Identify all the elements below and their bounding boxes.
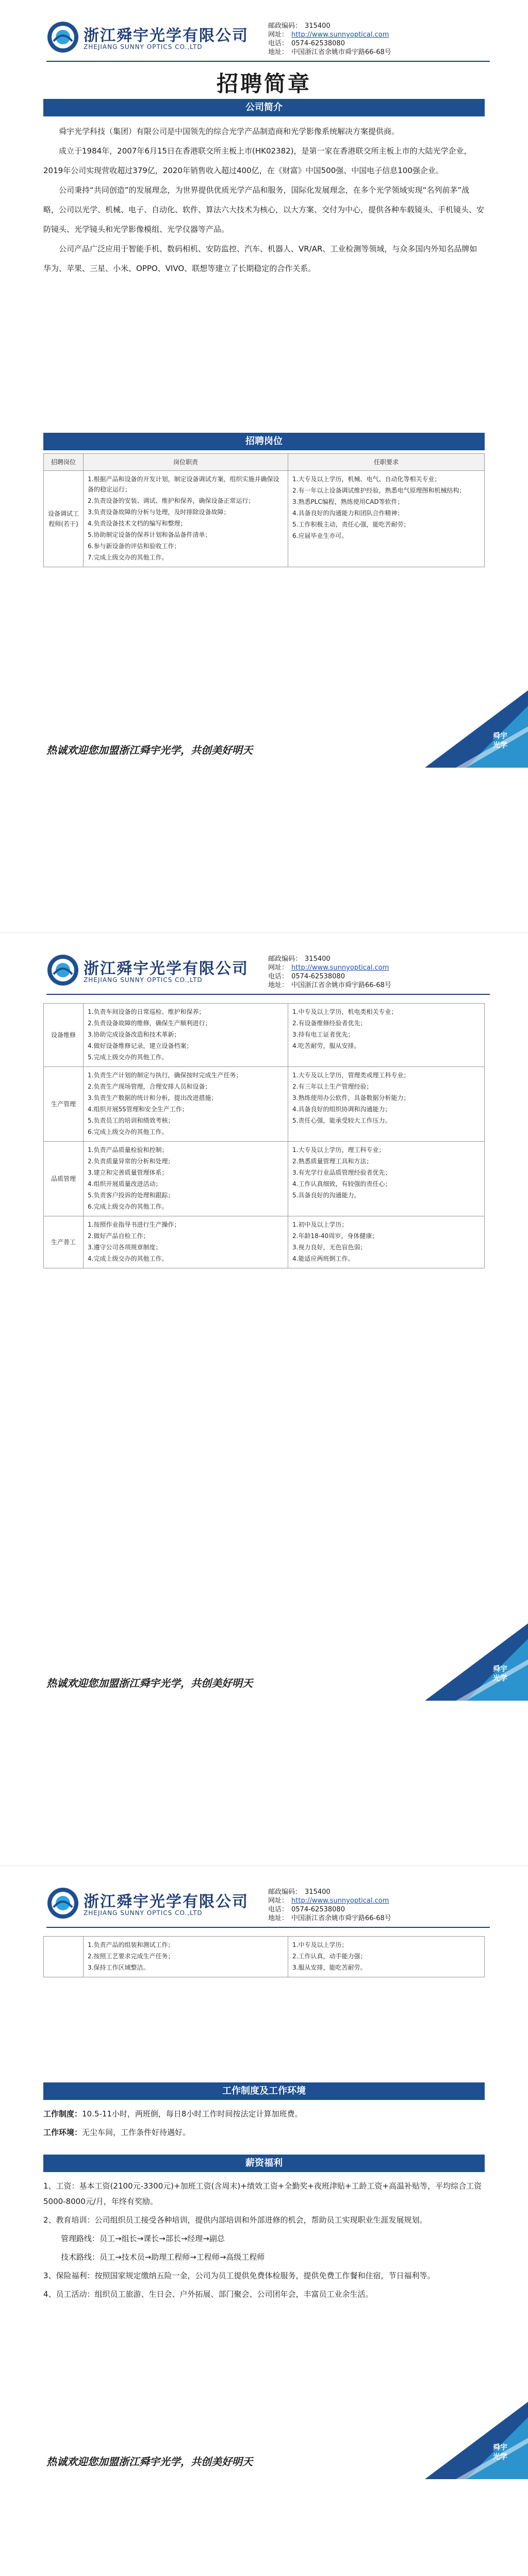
duty-item: 2.按照工艺要求完成生产任务； bbox=[88, 1953, 174, 1960]
requirement-item: 3.熟悉PLC编程，熟练使用CAD等软件； bbox=[292, 498, 404, 505]
company-logo bbox=[46, 954, 79, 987]
requirement-item: 1.大专及以上学历，管理类或理工科专业； bbox=[292, 1072, 410, 1079]
duty-item: 3.负责生产数据的统计和分析，提出改进措施； bbox=[88, 1094, 218, 1101]
tel-label: 电话： bbox=[268, 40, 289, 47]
letterhead bbox=[46, 1887, 490, 1924]
table-row bbox=[44, 1216, 485, 1268]
duty-item: 1.负责产品质量检验和控制； bbox=[88, 1146, 168, 1154]
table-row bbox=[44, 471, 485, 567]
decoration-label: 舜宇 光学 bbox=[493, 2444, 507, 2461]
work-env-text: 无尘车间，工作条件好待遇好。 bbox=[82, 2128, 191, 2137]
duty-item: 1.按照作业指导书进行生产操作； bbox=[88, 1221, 180, 1228]
intro-paragraph: 公司产品广泛应用于智能手机、数码相机、安防监控、汽车、机器人、VR/AR、工业检测等领域，与众多国内外知名品牌如华为、苹果、三星、小米、OPPO、VIVO、联想等建立了长期稳定的合作关系。 bbox=[43, 244, 477, 273]
duty-item: 4.负责设备技术文档的编写和整理； bbox=[88, 520, 187, 527]
duty-item: 3.建立和完善质量管理体系； bbox=[88, 1169, 168, 1176]
mail-value: 315400 bbox=[305, 22, 331, 30]
duty-item: 3.协助完成设备改造和技术革新； bbox=[88, 1031, 180, 1038]
mail-value: 315400 bbox=[305, 955, 331, 963]
section-band-intro: 公司简介 bbox=[43, 99, 485, 116]
tel-value: 0574-62538080 bbox=[291, 40, 345, 47]
career-path: 管理路线：员工→组长→课长→部长→经理→副总 bbox=[61, 2234, 225, 2243]
requirement-item: 3.持有电工证者优先； bbox=[292, 1031, 354, 1038]
addr-value: 中国浙江省余姚市舜宇路66-68号 bbox=[291, 981, 391, 989]
requirement-item: 3.服从安排，能吃苦耐劳。 bbox=[292, 1964, 367, 1971]
table-header: 招聘岗位 bbox=[44, 454, 84, 471]
benefit-item: 3、保险福利：按照国家规定缴纳五险一金，公司为员工提供免费体检服务，提供免费工作餐和住宿，节日福利等。 bbox=[43, 2271, 435, 2280]
duty-item: 3.负责设备故障的分析与处理，及时排除设备故障； bbox=[88, 509, 230, 516]
duty-item: 4.组织开展质量改进活动； bbox=[88, 1180, 162, 1188]
requirement-item: 4.工作认真细致，有较强的责任心； bbox=[292, 1180, 391, 1188]
decoration-label: 舜宇 光学 bbox=[493, 1665, 507, 1683]
requirement-item: 2.熟悉质量管理工具和方法； bbox=[292, 1158, 373, 1165]
page-3 bbox=[0, 1866, 528, 2576]
work-system bbox=[43, 2106, 485, 2143]
requirement-item: 1.大专及以上学历，理工科专业； bbox=[292, 1146, 385, 1154]
addr-value: 中国浙江省余姚市舜宇路66-68号 bbox=[291, 48, 391, 56]
requirement-item: 6.应届毕业生亦可。 bbox=[292, 532, 348, 539]
requirement-item: 2.年龄18-40周岁，身体健康； bbox=[292, 1232, 378, 1240]
intro-paragraph: 舜宇光学科技（集团）有限公司是中国领先的综合光学产品制造商和光学影像系统解决方案提供商。 bbox=[59, 127, 400, 136]
addr-label: 地址： bbox=[268, 981, 289, 989]
website-link[interactable]: http://www.sunnyoptical.com bbox=[291, 31, 389, 39]
job-duties bbox=[84, 1004, 288, 1067]
section-band-benefits: 薪资福利 bbox=[43, 2155, 485, 2172]
job-duties bbox=[84, 1937, 288, 1977]
duty-item: 2.负责设备故障的维修，确保生产顺利进行； bbox=[88, 1020, 211, 1027]
addr-label: 地址： bbox=[268, 48, 289, 56]
decoration-label: 舜宇 光学 bbox=[493, 732, 507, 750]
duty-item: 3.遵守公司各项规章制度； bbox=[88, 1244, 162, 1251]
welcome-slogan: 热诚欢迎您加盟浙江舜宇光学，共创美好明天 bbox=[46, 1677, 253, 1689]
company-logo bbox=[46, 1887, 79, 1920]
contact-block bbox=[268, 22, 394, 57]
career-path: 技术路线：员工→技术员→助理工程师→工程师→高级工程师 bbox=[61, 2252, 265, 2262]
job-position: 品质管理 bbox=[44, 1142, 84, 1216]
job-requirements bbox=[288, 1216, 485, 1268]
requirement-item: 5.具备良好的沟通能力。 bbox=[292, 1192, 360, 1199]
duty-item: 6.完成上级交办的其他工作。 bbox=[88, 1203, 168, 1210]
job-requirements bbox=[288, 1937, 485, 1977]
duty-item: 6.参与新设备的评估和验收工作； bbox=[88, 543, 180, 550]
header-divider bbox=[46, 994, 490, 995]
duty-item: 4.完成上级交办的其他工作。 bbox=[88, 1255, 168, 1262]
work-time-label: 工作制度： bbox=[43, 2109, 82, 2119]
job-duties bbox=[84, 1142, 288, 1216]
duty-item: 5.负责客户投诉的处理和跟踪； bbox=[88, 1192, 174, 1199]
benefits-list bbox=[43, 2178, 485, 2305]
company-intro bbox=[43, 122, 485, 278]
company-english-name: ZHEJIANG SUNNY OPTICS CO.,LTD bbox=[84, 43, 203, 50]
web-label: 网址： bbox=[268, 964, 289, 972]
intro-paragraph: 成立于1984年，2007年6月15日在香港联交所主板上市(HK02382)，是第一家在香港联交所主板上市的大陆光学企业，2019年公司实现营收超过379亿，2020年销售收入超过400亿，在《财富》中国500强、中国电子信息100强企业。 bbox=[43, 146, 472, 175]
requirement-item: 5.工作积极主动，责任心强，能吃苦耐劳； bbox=[292, 521, 410, 528]
duty-item: 6.完成上级交办的其他工作。 bbox=[88, 1128, 168, 1136]
benefit-item: 4、员工活动：组织员工旅游、生日会、户外拓展、部门聚会、公司团年会，丰富员工业余生活。 bbox=[43, 2290, 373, 2299]
table-header: 任职要求 bbox=[288, 454, 485, 471]
requirement-item: 4.能适应两班倒工作。 bbox=[292, 1255, 354, 1262]
jobs-table bbox=[43, 453, 485, 567]
company-logo bbox=[46, 21, 79, 54]
corner-decoration bbox=[394, 690, 528, 768]
page-title: 招聘简章 bbox=[216, 71, 311, 96]
web-label: 网址： bbox=[268, 31, 289, 39]
company-english-name: ZHEJIANG SUNNY OPTICS CO.,LTD bbox=[84, 1909, 203, 1917]
table-row bbox=[44, 1937, 485, 1977]
header-divider bbox=[46, 1927, 490, 1928]
intro-paragraph: 公司秉持“共同创造”的发展理念，为世界提供优质光学产品和服务，国际化发展理念，在多个光学领域实现“名列前茅”战略，公司以光学、机械、电子、自动化、软件、算法六大技术为核心，以大方案、交付为中心，提供各种车载镜头、手机镜头、安防镜头、光学镜头和光学影像模组、光学仪器等产品。 bbox=[43, 185, 485, 234]
duty-item: 5.完成上级交办的其他工作。 bbox=[88, 1054, 168, 1061]
letterhead bbox=[46, 954, 490, 991]
duty-item: 1.负责生产计划的制定与执行，确保按时完成生产任务； bbox=[88, 1072, 242, 1079]
web-label: 网址： bbox=[268, 1897, 289, 1905]
benefit-item: 1、工资：基本工资(2100元-3300元)+加班工资(含周末)+绩效工资+全勤奖+夜班津贴+工龄工资+高温补贴等，平均综合工资5000-8000元/月，年终有奖励。 bbox=[43, 2181, 482, 2206]
page-1 bbox=[0, 0, 528, 933]
mail-label: 邮政编码： bbox=[268, 1888, 302, 1896]
duty-item: 4.组织开展5S管理和安全生产工作； bbox=[88, 1106, 188, 1113]
addr-label: 地址： bbox=[268, 1914, 289, 1922]
duty-item: 5.协助制定设备的保养计划和备品备件清单； bbox=[88, 531, 211, 538]
duty-item: 5.负责员工的培训和绩效考核； bbox=[88, 1117, 174, 1124]
requirement-item: 4.具备良好的组织协调和沟通能力； bbox=[292, 1106, 391, 1113]
section-band-work: 工作制度及工作环境 bbox=[43, 2082, 485, 2100]
duty-item: 1.负责产品的组装和测试工作； bbox=[88, 1941, 174, 1948]
requirement-item: 1.初中及以上学历； bbox=[292, 1221, 348, 1228]
job-position: 设备调试工程师(若干) bbox=[44, 471, 84, 567]
mail-label: 邮政编码： bbox=[268, 22, 302, 30]
company-english-name: ZHEJIANG SUNNY OPTICS CO.,LTD bbox=[84, 976, 203, 984]
job-position: 设备维修 bbox=[44, 1004, 84, 1067]
table-row bbox=[44, 1067, 485, 1142]
corner-decoration bbox=[394, 2402, 528, 2479]
job-duties bbox=[84, 1216, 288, 1268]
job-position: 生产普工 bbox=[44, 1216, 84, 1268]
company-name: 浙江舜宇光学有限公司 bbox=[84, 960, 249, 978]
requirement-item: 1.大专及以上学历，机械、电气、自动化等相关专业； bbox=[292, 476, 441, 483]
requirement-item: 4.具备良好的沟通能力和团队合作精神； bbox=[292, 510, 404, 517]
corner-decoration bbox=[394, 1623, 528, 1701]
duty-item: 3.保持工作区域整洁。 bbox=[88, 1964, 150, 1971]
requirement-item: 5.责任心强，能承受较大工作压力。 bbox=[292, 1117, 391, 1124]
duty-item: 2.做好产品自检工作； bbox=[88, 1232, 150, 1240]
requirement-item: 2.有三年以上生产管理经验； bbox=[292, 1083, 373, 1090]
table-row bbox=[44, 1142, 485, 1216]
requirement-item: 2.有一年以上设备调试维护经验，熟悉电气原理图和机械结构； bbox=[292, 487, 466, 494]
job-duties bbox=[84, 471, 288, 567]
tel-label: 电话： bbox=[268, 1906, 289, 1913]
header-divider bbox=[46, 61, 490, 62]
job-requirements bbox=[288, 1067, 485, 1142]
mail-label: 邮政编码： bbox=[268, 955, 302, 963]
contact-block bbox=[268, 955, 394, 990]
job-position: 生产管理 bbox=[44, 1067, 84, 1142]
jobs-table bbox=[43, 1003, 485, 1268]
job-duties bbox=[84, 1067, 288, 1142]
section-band-jobs: 招聘岗位 bbox=[43, 433, 485, 450]
requirement-item: 3.熟练使用办公软件，具备数据分析能力； bbox=[292, 1094, 410, 1101]
duty-item: 2.负责生产现场管理，合理安排人员和设备； bbox=[88, 1083, 211, 1090]
table-row bbox=[44, 1004, 485, 1067]
job-requirements bbox=[288, 1142, 485, 1216]
duty-item: 2.负责设备的安装、调试、维护和保养，确保设备正常运行； bbox=[88, 497, 255, 504]
welcome-slogan: 热诚欢迎您加盟浙江舜宇光学，共创美好明天 bbox=[46, 744, 253, 756]
requirement-item: 1.中专及以上学历，机电类相关专业； bbox=[292, 1008, 398, 1015]
table-header: 岗位职责 bbox=[84, 454, 288, 471]
website-link[interactable]: http://www.sunnyoptical.com bbox=[291, 964, 389, 972]
tel-label: 电话： bbox=[268, 973, 289, 980]
welcome-slogan: 热诚欢迎您加盟浙江舜宇光学，共创美好明天 bbox=[46, 2455, 253, 2468]
job-requirements bbox=[288, 471, 485, 567]
requirement-item: 2.工作认真，动手能力强； bbox=[292, 1953, 367, 1960]
duty-item: 7.完成上级交办的其他工作。 bbox=[88, 554, 168, 561]
addr-value: 中国浙江省余姚市舜宇路66-68号 bbox=[291, 1914, 391, 1922]
jobs-table bbox=[43, 1936, 485, 1977]
company-name: 浙江舜宇光学有限公司 bbox=[84, 27, 249, 45]
requirement-item: 3.有光学行业品质管理经验者优先； bbox=[292, 1169, 391, 1176]
website-link[interactable]: http://www.sunnyoptical.com bbox=[291, 1897, 389, 1905]
requirement-item: 1.中专及以上学历； bbox=[292, 1941, 348, 1948]
work-env-label: 工作环境： bbox=[43, 2128, 82, 2137]
tel-value: 0574-62538080 bbox=[291, 973, 345, 980]
letterhead bbox=[46, 21, 490, 58]
requirement-item: 3.视力良好，无色盲色弱； bbox=[292, 1244, 367, 1251]
requirement-item: 4.吃苦耐劳，服从安排。 bbox=[292, 1042, 360, 1049]
duty-item: 1.根据产品和设备的开发计划，制定设备调试方案，组织实施并确保设备的稳定运行； bbox=[88, 476, 279, 493]
duty-item: 1.负责车间设备的日常巡检、维护和保养； bbox=[88, 1008, 205, 1015]
duty-item: 2.负责质量异常的分析和处理； bbox=[88, 1158, 174, 1165]
requirement-item: 2.有设备维修经验者优先； bbox=[292, 1020, 367, 1027]
company-name: 浙江舜宇光学有限公司 bbox=[84, 1893, 249, 1911]
benefit-item: 2、教育培训：公司组织员工接受各种培训，提供内部培训和外部进修的机会，帮助员工实现职业生涯发展规划。 bbox=[43, 2215, 427, 2225]
work-time-text: 10.5-11小时，两班倒，每日8小时工作时间按法定计算加班费。 bbox=[82, 2109, 303, 2119]
duty-item: 4.做好设备维修记录，建立设备档案； bbox=[88, 1042, 193, 1049]
page-2 bbox=[0, 933, 528, 1866]
tel-value: 0574-62538080 bbox=[291, 1906, 345, 1913]
job-position bbox=[44, 1937, 84, 1977]
job-requirements bbox=[288, 1004, 485, 1067]
mail-value: 315400 bbox=[305, 1888, 331, 1896]
contact-block bbox=[268, 1888, 394, 1923]
